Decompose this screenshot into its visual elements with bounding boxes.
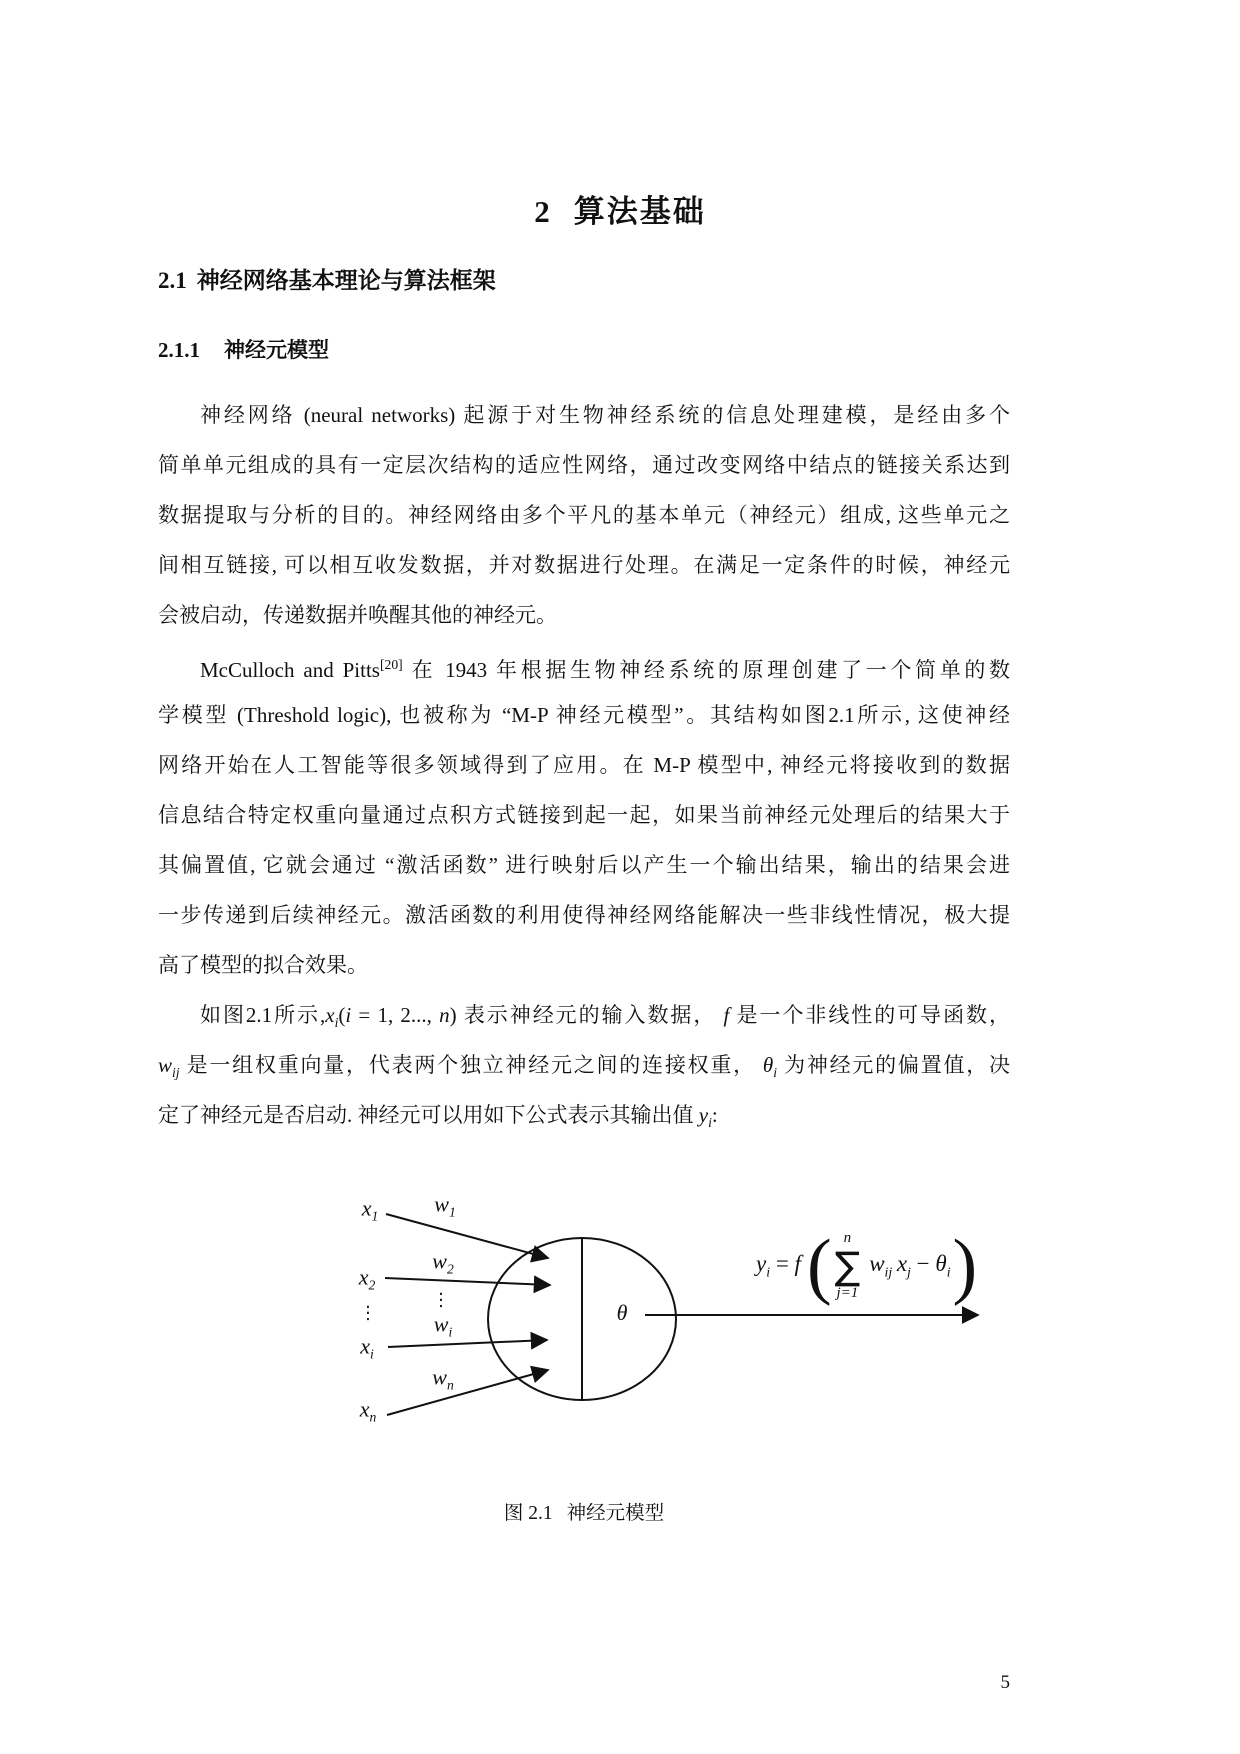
text-line: 网络开始在人工智能等很多领域得到了应用。在 M-P 模型中, 神经元将接收到的数据 (158, 753, 1010, 777)
section-heading (158, 262, 496, 295)
figure-caption-label: 图 2.1 (503, 1503, 553, 1524)
input-label-xn: $x_n$ (359, 1396, 377, 1425)
text-line: 数据提取与分析的目的。神经网络由多个平凡的基本单元（神经元）组成, 这些单元之 (158, 503, 1010, 527)
formula-close-paren: ) (952, 1225, 978, 1307)
subsection-number: 2.1.1 (158, 338, 200, 362)
figure-caption-text: 神经元模型 (566, 1503, 665, 1524)
input-arrow-x2 (385, 1278, 550, 1285)
body-text (158, 390, 1010, 1140)
formula-terms: $w_{ij}$ $x_j - \theta_i$ (869, 1251, 951, 1280)
text-line: 学模型 (Threshold logic), 也被称为 “M-P 神经元模型”。其结构如图2.1所示, 这使神经 (158, 703, 1010, 727)
section-title-text: 神经网络基本理论与算法框架 (196, 267, 496, 293)
text-line: 如图2.1所示$,x_i(i = 1$, 2..., n) 表示神经元的输入数据， f 是一个非线性的可导函数， (200, 1003, 1010, 1031)
neuron-figure (158, 1190, 1013, 1435)
input-label-xi: $x_i$ (360, 1333, 374, 1362)
weight-label-w2: $w_2$ (432, 1248, 454, 1277)
formula-lhs: $y_i = f$ (756, 1251, 801, 1280)
input-arrow-xn (387, 1370, 548, 1415)
formula-open-paren: ( (806, 1225, 832, 1307)
summation-lower-limit: j=1 (836, 1285, 859, 1301)
input-arrow-xi (388, 1340, 547, 1347)
input-arrow-x1 (386, 1214, 548, 1258)
theta-label: θ (616, 1300, 628, 1325)
weight-label-wi: $w_i$ (433, 1311, 453, 1340)
chapter-title-text: 算法基础 (573, 194, 706, 229)
output-formula (756, 1224, 977, 1308)
summation-symbol (835, 1231, 861, 1301)
figure-caption (158, 1497, 1010, 1525)
weight-ellipsis-dots: ⋮ (432, 1289, 450, 1311)
summation-upper-limit: n (843, 1230, 852, 1246)
text-line: 会被启动，传递数据并唤醒其他的神经元。 (158, 603, 557, 627)
text-line: 间相互链接, 可以相互收发数据，并对数据进行处理。在满足一定条件的时候，神经元 (158, 553, 1010, 577)
input-ellipsis-dots: ⋮ (359, 1302, 377, 1324)
text-line: McCulloch and Pitts[20] 在 1943 年根据生物神经系统的原理创建了一个简单的数 (200, 657, 1010, 682)
text-line: $w_{ij}$ 是一组权重向量，代表两个独立神经元之间的连接权重， $\theta_i$ 为神经元的偏置值，决 (158, 1053, 1010, 1081)
text-line: 一步传递到后续神经元。激活函数的利用使得神经网络能解决一些非线性情况，极大提 (158, 903, 1010, 927)
input-label-x2: $x_2$ (358, 1264, 376, 1293)
chapter-number: 2 (534, 194, 550, 229)
chapter-title (0, 186, 1240, 231)
subsection-heading (158, 334, 329, 364)
sigma-icon: ∑ (834, 1244, 861, 1288)
subsection-title-text: 神经元模型 (224, 339, 329, 362)
weight-label-w1: $w_1$ (434, 1191, 456, 1220)
text-line: 定了神经元是否启动. 神经元可以用如下公式表示其输出值 $y_i$: (158, 1103, 718, 1131)
text-line: 信息结合特定权重向量通过点积方式链接到起一起，如果当前神经元处理后的结果大于 (158, 803, 1010, 827)
text-line: 简单单元组成的具有一定层次结构的适应性网络，通过改变网络中结点的链接关系达到 (158, 453, 1010, 477)
page-number: 5 (1000, 1672, 1010, 1693)
text-line: 高了模型的拟合效果。 (158, 953, 368, 977)
input-label-x1: $x_1$ (361, 1195, 379, 1224)
section-number: 2.1 (158, 268, 187, 293)
weight-label-wn: $w_n$ (432, 1364, 454, 1393)
text-line: 神经网络 (neural networks) 起源于对生物神经系统的信息处理建模，是经由多个 (200, 403, 1010, 427)
text-line: 其偏置值, 它就会通过 “激活函数” 进行映射后以产生一个输出结果，输出的结果会进 (158, 853, 1010, 877)
